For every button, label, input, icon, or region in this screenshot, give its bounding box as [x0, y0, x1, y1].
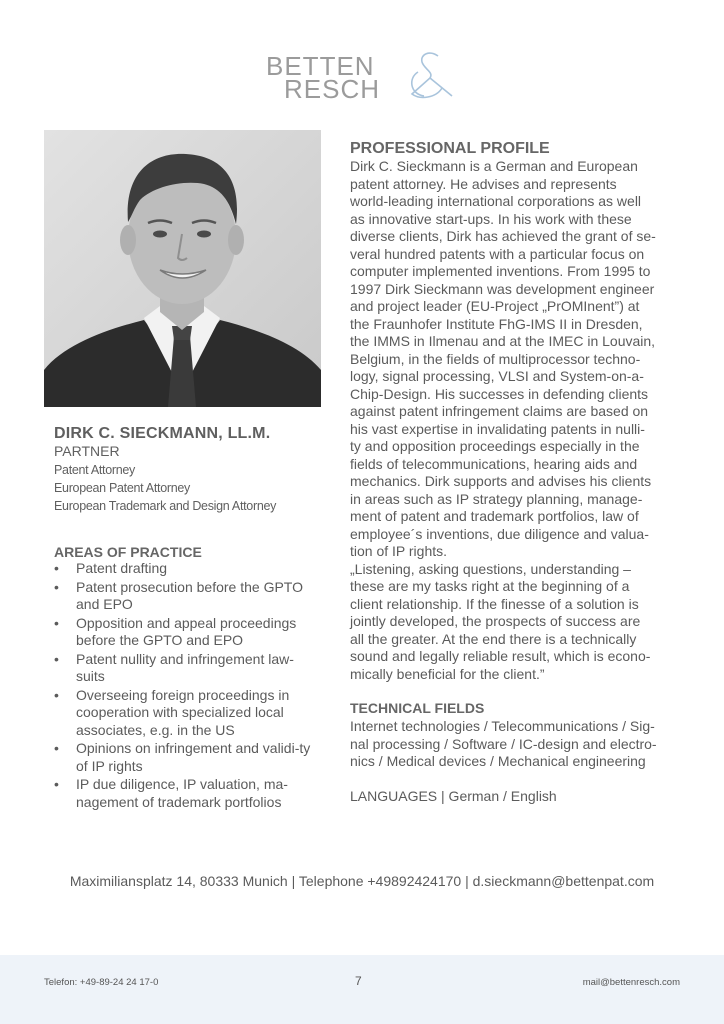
technical-fields-heading: TECHNICAL FIELDS — [350, 700, 485, 716]
person-title: European Trademark and Design Attorney — [54, 499, 277, 513]
list-item: • IP due diligence, IP valuation, ma-nagement of trademark portfolios — [54, 776, 288, 810]
profile-line: sound and legally reliable result, which is econo- — [350, 648, 651, 664]
profile-line: as innovative start-ups. In his work with these — [350, 210, 632, 227]
profile-line: Dirk C. Sieckmann is a German and European — [350, 158, 638, 174]
bullet-icon: • — [54, 650, 59, 667]
languages-line: LANGUAGES | German / English — [350, 788, 557, 804]
person-title: Patent Attorney — [54, 463, 135, 477]
page-footer — [0, 955, 724, 1024]
profile-line: the Fraunhofer Institute FhG-IMS II in Dresden, — [350, 315, 643, 332]
profile-line: jointly developed, the prospects of success are — [350, 613, 641, 629]
logo-word-betten: BETTEN — [266, 51, 375, 81]
profile-line: logy, signal processing, VLSI and System-on-a- — [350, 368, 644, 384]
list-item: • Overseeing foreign proceedings in cooperation with specialized local associates, e.g. in the US — [54, 686, 290, 738]
bullet-icon: • — [54, 776, 59, 792]
bullet-icon: • — [54, 686, 59, 703]
profile-line: world-leading international corporations as well — [350, 193, 642, 209]
profile-line: mechanics. Dirk supports and advises his clients — [350, 473, 652, 489]
profile-line: „Listening, asking questions, understanding – — [350, 560, 631, 577]
profile-line: and project leader (EU-Project „PrOMInent”) at — [350, 298, 640, 314]
profile-line: tion of IP rights. — [350, 543, 448, 559]
betten-resch-logo — [266, 50, 462, 104]
profile-line: all the greater. At the end there is a technically — [350, 630, 637, 647]
profile-line: client relationship. If the finesse of a solution is — [350, 595, 639, 612]
profile-line: computer implemented inventions. From 1995 to — [350, 263, 651, 279]
list-item: • Patent nullity and infringement law-suits — [54, 650, 294, 684]
profile-line: Chip-Design. His successes in defending clients — [350, 385, 649, 402]
list-item: • Opinions on infringement and validi-ty of IP rights — [54, 740, 311, 774]
profile-line: fields of telecommunications, hearing aids and — [350, 455, 638, 472]
professional-profile-text — [350, 158, 680, 683]
list-item: • Patent drafting — [54, 560, 168, 576]
bullet-icon: • — [54, 614, 59, 631]
technical-fields-text — [350, 718, 680, 771]
person-title: European Patent Attorney — [54, 481, 190, 495]
footer-email: mail@bettenresch.com — [582, 977, 680, 988]
profile-line: diverse clients, Dirk has achieved the grant of se- — [350, 228, 656, 244]
logo-word-resch: RESCH — [284, 74, 381, 104]
person-titles — [54, 461, 276, 515]
profile-line: ment of patent and trademark portfolios, law of — [350, 508, 639, 524]
person-role: PARTNER — [54, 443, 120, 459]
profile-line: the IMMS in Ilmenau and at the IMEC in Louvain, — [350, 333, 656, 349]
technical-line: nal processing / Software / IC-design and electro- — [350, 735, 657, 752]
footer-phone: Telefon: +49-89-24 24 17-0 — [44, 977, 159, 988]
profile-line: employee´s inventions, due diligence and valua- — [350, 525, 649, 542]
profile-line: these are my tasks right at the beginning of a — [350, 578, 630, 594]
profile-line: ty and opposition proceedings especially in the — [350, 438, 640, 454]
technical-line: nics / Medical devices / Mechanical engineering — [350, 753, 646, 769]
areas-of-practice-list — [54, 560, 316, 812]
profile-line: his vast expertise in invalidating patents in nulli- — [350, 420, 645, 437]
person-name: DIRK C. SIECKMANN, LL.M. — [54, 425, 271, 442]
list-item: • Patent prosecution before the GPTO and EPO — [54, 578, 303, 612]
portrait-photo — [44, 130, 321, 407]
professional-profile-heading: PROFESSIONAL PROFILE — [350, 140, 550, 157]
bullet-icon: • — [54, 578, 59, 595]
page-number: 7 — [355, 974, 362, 988]
profile-line: against patent infringement claims are based on — [350, 403, 649, 419]
contact-line: Maximiliansplatz 14, 80333 Munich | Telephone +49892424170 | d.sieckmann@bettenpat.com — [69, 873, 655, 889]
logo-ampersand-icon — [400, 50, 462, 100]
areas-of-practice-heading: AREAS OF PRACTICE — [54, 544, 202, 560]
profile-line: 1997 Dirk Sieckmann was development engineer — [350, 280, 655, 297]
bullet-icon: • — [54, 740, 59, 756]
profile-line: patent attorney. He advises and represents — [350, 175, 617, 192]
bullet-icon: • — [54, 560, 59, 576]
profile-line: Belgium, in the fields of multiprocessor techno- — [350, 350, 641, 367]
profile-line: mically beneficial for the client.” — [350, 665, 545, 682]
profile-line: in areas such as IP strategy planning, manage- — [350, 490, 643, 507]
profile-line: veral hundred patents with a particular focus on — [350, 245, 645, 262]
technical-line: Internet technologies / Telecommunications / Sig- — [350, 718, 655, 734]
list-item: • Opposition and appeal proceedings before the GPTO and EPO — [54, 614, 297, 648]
